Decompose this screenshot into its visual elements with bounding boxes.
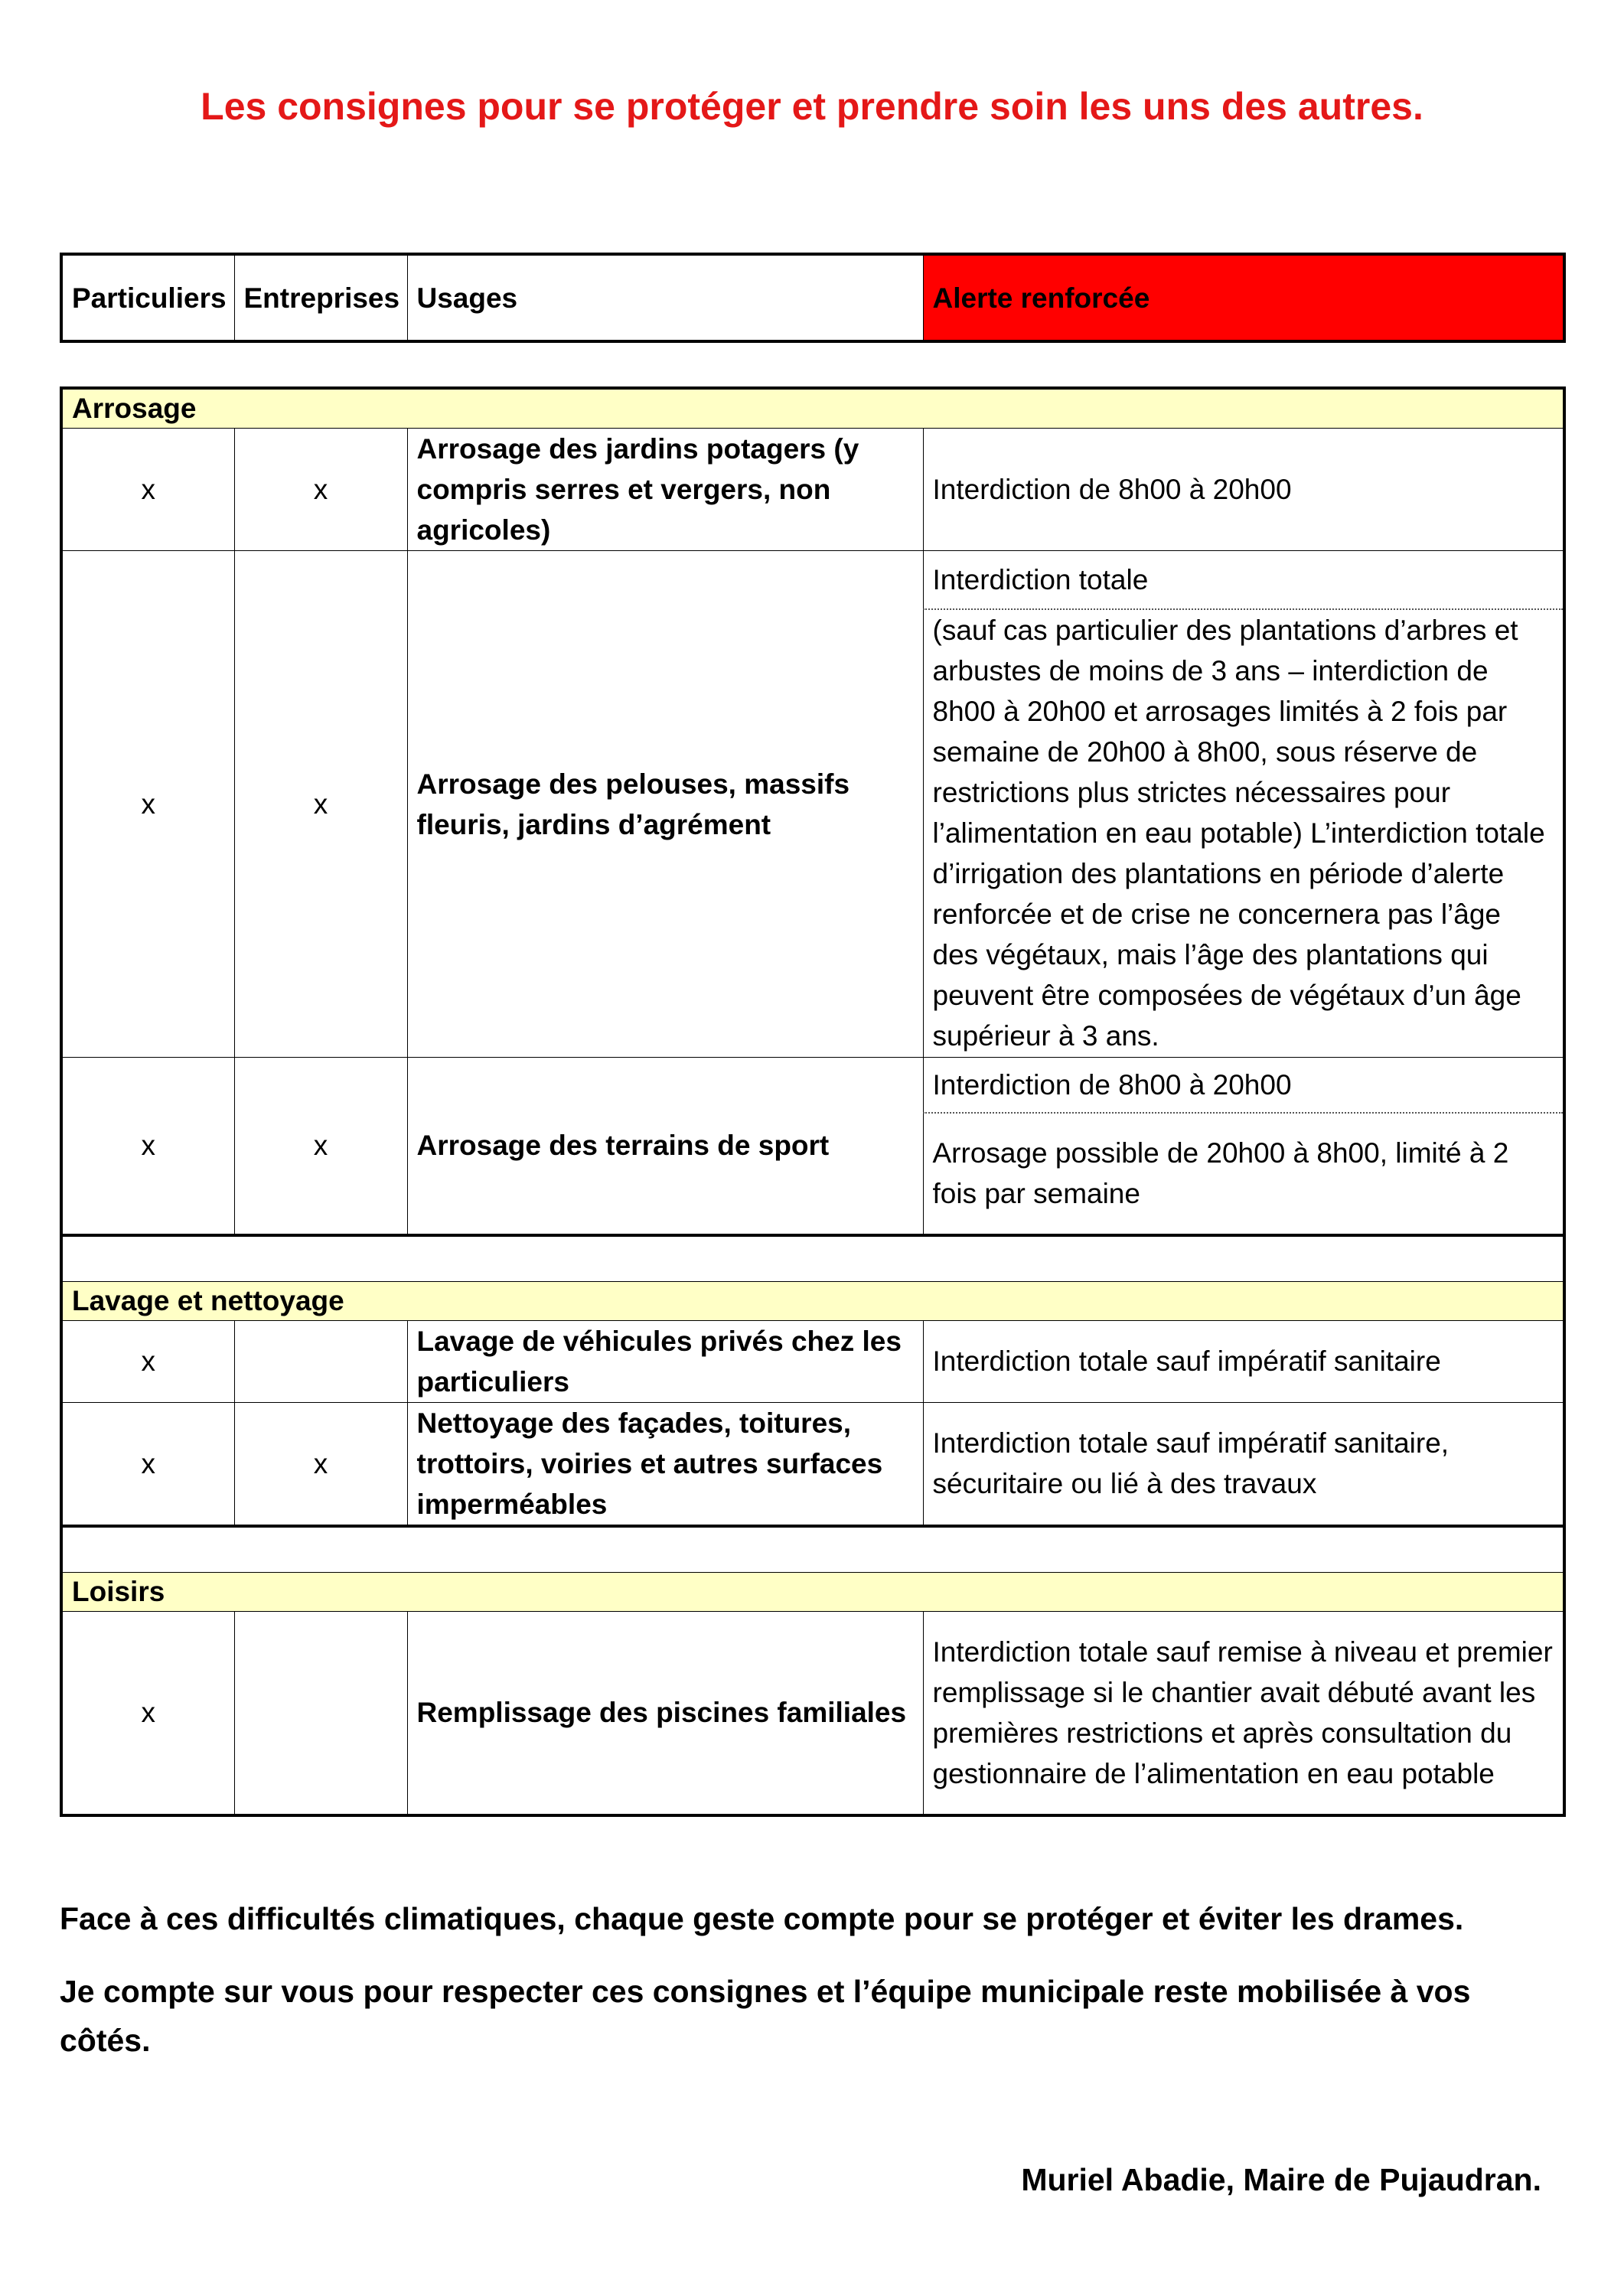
footer-line-2: Je compte sur vous pour respecter ces consignes et l’équipe municipale reste mobilisée à vos côtés. xyxy=(60,1974,1471,2058)
table-row xyxy=(61,1612,1564,1815)
section-header-arrosage xyxy=(61,388,1564,429)
section-title: Arrosage xyxy=(61,388,1564,429)
col-header-usages: Usages xyxy=(407,254,923,341)
entreprises-cell xyxy=(234,1612,407,1815)
particuliers-cell: x xyxy=(61,1402,234,1526)
col-header-particuliers: Particuliers xyxy=(61,254,234,341)
table-row xyxy=(61,1058,1564,1113)
table-row xyxy=(61,1320,1564,1402)
alerte-cell: Interdiction de 8h00 à 20h00 xyxy=(923,429,1564,551)
entreprises-cell: x xyxy=(234,1402,407,1526)
usage-cell: Lavage de véhicules privés chez les particuliers xyxy=(407,1320,923,1402)
header-table xyxy=(60,253,1566,343)
alerte-cell: Interdiction totale xyxy=(923,551,1564,609)
usage-cell: Arrosage des pelouses, massifs fleuris, jardins d’agrément xyxy=(407,551,923,1058)
section-gap xyxy=(61,1526,1564,1573)
usage-cell: Arrosage des terrains de sport xyxy=(407,1058,923,1235)
restrictions-table xyxy=(60,386,1566,1817)
col-header-entreprises: Entreprises xyxy=(234,254,407,341)
particuliers-cell: x xyxy=(61,1612,234,1815)
page-title: Les consignes pour se protéger et prendre soin les uns des autres. xyxy=(201,85,1423,128)
section-title: Lavage et nettoyage xyxy=(61,1281,1564,1320)
usage-cell: Arrosage des jardins potagers (y compris serres et vergers, non agricoles) xyxy=(407,429,923,551)
entreprises-cell: x xyxy=(234,429,407,551)
particuliers-cell: x xyxy=(61,1058,234,1235)
usage-cell: Remplissage des piscines familiales xyxy=(407,1612,923,1815)
alerte-detail-cell: Arrosage possible de 20h00 à 8h00, limité à 2 fois par semaine xyxy=(923,1113,1564,1235)
particuliers-cell: x xyxy=(61,1320,234,1402)
alerte-cell: Interdiction totale sauf impératif sanitaire xyxy=(923,1320,1564,1402)
particuliers-cell: x xyxy=(61,429,234,551)
entreprises-cell xyxy=(234,1320,407,1402)
table-row xyxy=(61,429,1564,551)
section-gap xyxy=(61,1235,1564,1282)
entreprises-cell: x xyxy=(234,1058,407,1235)
particuliers-cell: x xyxy=(61,551,234,1058)
footer-line-1: Face à ces difficultés climatiques, chaque geste compte pour se protéger et éviter les drames. xyxy=(60,1901,1464,1936)
table-row xyxy=(61,551,1564,609)
header-row xyxy=(61,254,1564,341)
section-header-loisirs xyxy=(61,1573,1564,1612)
table-row xyxy=(61,1402,1564,1526)
alerte-cell: Interdiction totale sauf remise à niveau et premier remplissage si le chantier avait débuté avant les premières restrictions et après consultation du gestionnaire de l’alimentation en eau potable xyxy=(923,1612,1564,1815)
signature: Muriel Abadie, Maire de Pujaudran. xyxy=(1021,2162,1541,2197)
alerte-cell: Interdiction de 8h00 à 20h00 xyxy=(923,1058,1564,1113)
alerte-detail-cell: (sauf cas particulier des plantations d’arbres et arbustes de moins de 3 ans – interdiction de 8h00 à 20h00 et arrosages limités à 2 fois par semaine de 20h00 à 8h00, sous réserve de restrictions plus strictes nécessaires pour l’alimentation en eau potable) L’interdiction totale d’irrigation des plantations en période d’alerte renforcée et de crise ne concernera pas l’âge des végétaux, mais l’âge des plantations qui peuvent être composées de végétaux d’un âge supérieur à 3 ans. xyxy=(923,609,1564,1058)
entreprises-cell: x xyxy=(234,551,407,1058)
alerte-cell: Interdiction totale sauf impératif sanitaire, sécuritaire ou lié à des travaux xyxy=(923,1402,1564,1526)
usage-cell: Nettoyage des façades, toitures, trottoirs, voiries et autres surfaces imperméables xyxy=(407,1402,923,1526)
section-header-lavage xyxy=(61,1281,1564,1320)
col-header-alerte: Alerte renforcée xyxy=(923,254,1564,341)
section-title: Loisirs xyxy=(61,1573,1564,1612)
